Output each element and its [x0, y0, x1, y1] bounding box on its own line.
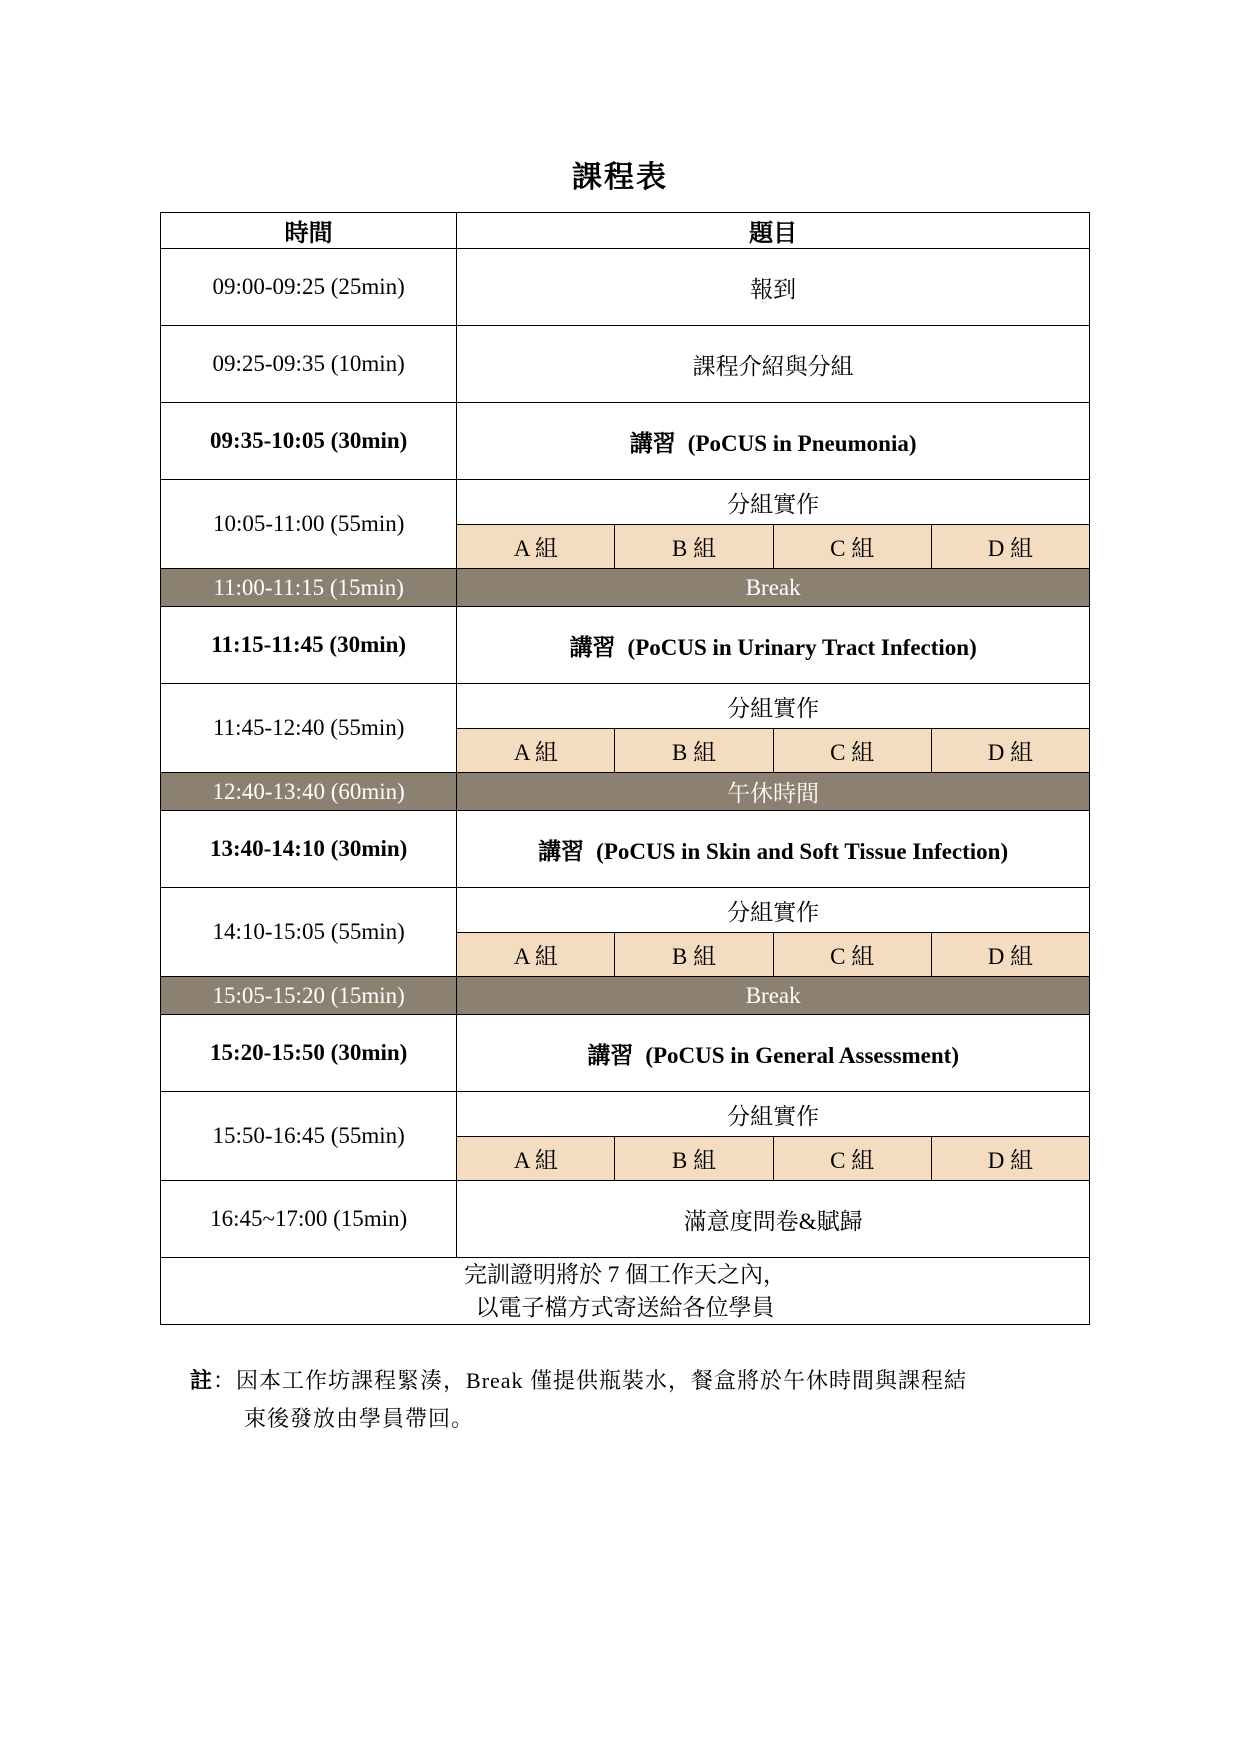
group-c-cell: C 組: [773, 933, 931, 977]
lecture-label: 講習: [587, 1042, 634, 1068]
group-d-cell: D 組: [931, 1137, 1089, 1181]
certificate-notice-line1: 完訓證明將於 7 個工作天之內，: [464, 1262, 786, 1287]
header-time: 時間: [161, 213, 457, 249]
time-cell: 09:00-09:25 (25min): [161, 249, 457, 326]
table-row: [161, 403, 1090, 480]
note: [190, 1362, 1050, 1438]
lecture-topic: (PoCUS in Skin and Soft Tissue Infection): [596, 838, 1009, 864]
group-a-cell: A 組: [457, 729, 615, 773]
time-cell: 12:40-13:40 (60min): [161, 773, 457, 811]
group-a-cell: A 組: [457, 525, 615, 569]
topic-cell: 課程介紹與分組: [457, 326, 1090, 403]
certificate-notice-line2: 以電子檔方式寄送給各位學員: [475, 1295, 775, 1320]
group-b-cell: B 組: [615, 933, 773, 977]
time-cell: 11:15-11:45 (30min): [161, 607, 457, 684]
footer-row: [161, 1258, 1090, 1325]
time-cell: 14:10-15:05 (55min): [161, 888, 457, 977]
table-row: [161, 888, 1090, 933]
header-row: [161, 213, 1090, 249]
schedule-table: [160, 212, 1090, 1325]
practice-cell: 分組實作: [457, 888, 1090, 933]
time-cell: 11:00-11:15 (15min): [161, 569, 457, 607]
group-c-cell: C 組: [773, 525, 931, 569]
break-cell: Break: [457, 977, 1090, 1015]
lecture-topic: (PoCUS in General Assessment): [645, 1042, 959, 1068]
page-title: 課程表: [572, 161, 668, 194]
note-label: 註: [190, 1368, 214, 1393]
table-row: [161, 811, 1090, 888]
lecture-cell: [457, 607, 1090, 684]
certificate-notice: [161, 1258, 1090, 1325]
group-d-cell: D 組: [931, 933, 1089, 977]
lecture-cell: [457, 1015, 1090, 1092]
table-row: [161, 1015, 1090, 1092]
practice-cell: 分組實作: [457, 684, 1090, 729]
table-row: [161, 1181, 1090, 1258]
time-cell: 09:35-10:05 (30min): [161, 403, 457, 480]
time-cell: 15:20-15:50 (30min): [161, 1015, 457, 1092]
group-b-cell: B 組: [615, 525, 773, 569]
lecture-label: 講習: [629, 430, 676, 456]
break-cell: Break: [457, 569, 1090, 607]
time-cell: 10:05-11:00 (55min): [161, 480, 457, 569]
table-row: [161, 326, 1090, 403]
lecture-topic: (PoCUS in Pneumonia): [687, 430, 917, 456]
table-row: [161, 1092, 1090, 1137]
practice-cell: 分組實作: [457, 1092, 1090, 1137]
group-d-cell: D 組: [931, 729, 1089, 773]
time-cell: 09:25-09:35 (10min): [161, 326, 457, 403]
table-row: [161, 480, 1090, 525]
lecture-label: 講習: [569, 634, 616, 660]
group-a-cell: A 組: [457, 933, 615, 977]
practice-cell: 分組實作: [457, 480, 1090, 525]
lecture-cell: [457, 403, 1090, 480]
break-row: [161, 773, 1090, 811]
lecture-label: 講習: [538, 838, 585, 864]
time-cell: 13:40-14:10 (30min): [161, 811, 457, 888]
group-c-cell: C 組: [773, 729, 931, 773]
note-line1: ：因本工作坊課程緊湊，Break 僅提供瓶裝水，餐盒將於午休時間與課程結: [213, 1368, 968, 1393]
topic-cell: 滿意度問卷&賦歸: [457, 1181, 1090, 1258]
table-row: [161, 684, 1090, 729]
lecture-cell: [457, 811, 1090, 888]
note-line2: 束後發放由學員帶回。: [244, 1406, 475, 1431]
time-cell: 11:45-12:40 (55min): [161, 684, 457, 773]
group-a-cell: A 組: [457, 1137, 615, 1181]
break-row: [161, 977, 1090, 1015]
topic-cell: 報到: [457, 249, 1090, 326]
break-cell: 午休時間: [457, 773, 1090, 811]
group-c-cell: C 組: [773, 1137, 931, 1181]
break-row: [161, 569, 1090, 607]
time-cell: 15:05-15:20 (15min): [161, 977, 457, 1015]
group-b-cell: B 組: [615, 729, 773, 773]
table-row: [161, 607, 1090, 684]
header-topic: 題目: [457, 213, 1090, 249]
time-cell: 15:50-16:45 (55min): [161, 1092, 457, 1181]
lecture-topic: (PoCUS in Urinary Tract Infection): [627, 634, 977, 660]
group-d-cell: D 組: [931, 525, 1089, 569]
time-cell: 16:45~17:00 (15min): [161, 1181, 457, 1258]
group-b-cell: B 組: [615, 1137, 773, 1181]
table-row: [161, 249, 1090, 326]
